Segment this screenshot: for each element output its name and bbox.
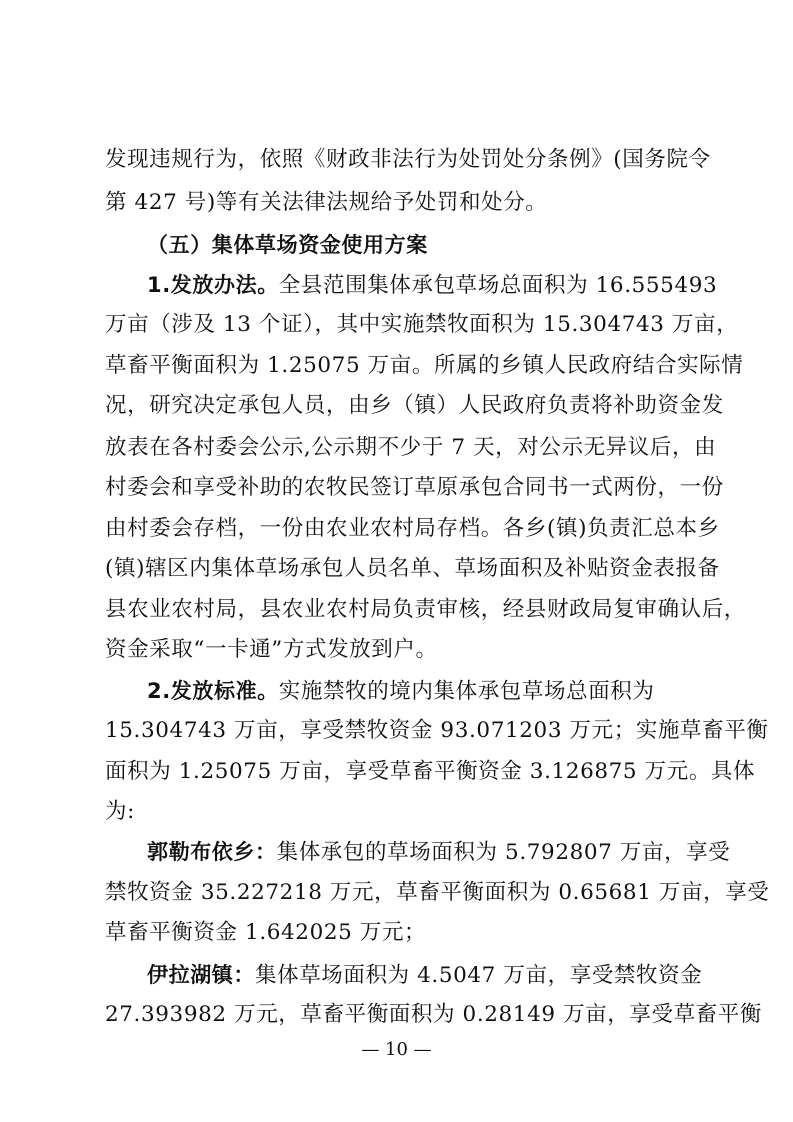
- line-text: 万亩（涉及 13 个证），其中实施禁牧面积为 15.304743 万亩，: [105, 312, 739, 337]
- text-line: [105, 995, 762, 1035]
- text-line: [105, 346, 744, 386]
- line-text: 27.393982 万元，草畜平衡面积为 0.28149 万亩，享受草畜平衡: [105, 1002, 762, 1027]
- text-line: [105, 183, 695, 223]
- text-line: [105, 386, 724, 426]
- line-text: 放表在各村委会公示,公示期不少于 7 天，对公示无异议后，由: [105, 435, 717, 460]
- text-line: [147, 265, 718, 305]
- text-line: [105, 873, 770, 913]
- township-name: 郭勒布依乡：: [147, 840, 277, 864]
- subsection-title: 1.发放办法。: [147, 273, 279, 297]
- text-line: [105, 509, 720, 549]
- section-heading: [147, 225, 695, 265]
- line-text: 集体草场面积为 4.5047 万亩，享受禁牧资金: [255, 963, 703, 988]
- line-text: 县农业农村局，县农业农村局负责审核，经县财政局复审确认后，: [105, 597, 746, 622]
- line-text: 发现违规行为，依照《财政非法行为处罚处分条例》(国务院令: [105, 147, 711, 172]
- text-line: [105, 305, 739, 345]
- text-line: [147, 832, 731, 872]
- line-text: 第 427 号)等有关法律法规给予处罚和处分。: [105, 190, 548, 215]
- line-text: 由村委会存档，一份由农业农村局存档。各乡(镇)负责汇总本乡: [105, 516, 720, 541]
- text-line: [105, 549, 720, 589]
- text-line: [105, 792, 695, 832]
- line-text: 面积为 1.25075 万亩，享受草畜平衡资金 3.126875 万元。具体: [105, 759, 756, 784]
- line-text: 况，研究决定承包人员，由乡（镇）人民政府负责将补助资金发: [105, 393, 724, 418]
- line-text: 15.304743 万亩，享受禁牧资金 93.071203 万元；实施草畜平衡: [105, 718, 769, 743]
- line-text: 为:: [105, 799, 135, 824]
- text-line: [147, 955, 703, 995]
- line-text: 集体承包的草场面积为 5.792807 万亩，享受: [276, 840, 731, 865]
- text-line: [105, 752, 756, 792]
- text-line: [105, 711, 769, 751]
- line-text: 村委会和享受补助的农牧民签订草原承包合同书一式两份，一份: [105, 475, 724, 500]
- page-number: — 10 —: [361, 1039, 432, 1060]
- line-text: 草畜平衡面积为 1.25075 万亩。所属的乡镇人民政府结合实际情: [105, 353, 744, 378]
- text-line: [105, 140, 711, 180]
- line-text: 实施禁牧的境内集体承包草场总面积为: [278, 679, 655, 704]
- text-line: [105, 630, 695, 670]
- line-text: 草畜平衡资金 1.642025 万元；: [105, 920, 427, 945]
- line-text: 资金采取“一卡通”方式发放到户。: [105, 637, 438, 662]
- line-text: 全县范围集体承包草场总面积为 16.555493: [278, 273, 718, 298]
- text-line: [105, 468, 724, 508]
- text-line: [147, 671, 695, 711]
- line-text: (镇)辖区内集体草场承包人员名单、草场面积及补贴资金表报备: [105, 556, 720, 581]
- line-text: 禁牧资金 35.227218 万元，草畜平衡面积为 0.65681 万亩，享受: [105, 880, 770, 905]
- text-line: [105, 428, 717, 468]
- text-line: [105, 590, 746, 630]
- township-name: 伊拉湖镇：: [147, 963, 255, 987]
- subsection-title: 2.发放标准。: [147, 679, 279, 703]
- section-heading-text: （五）集体草场资金使用方案: [147, 233, 428, 257]
- text-line: [105, 913, 695, 953]
